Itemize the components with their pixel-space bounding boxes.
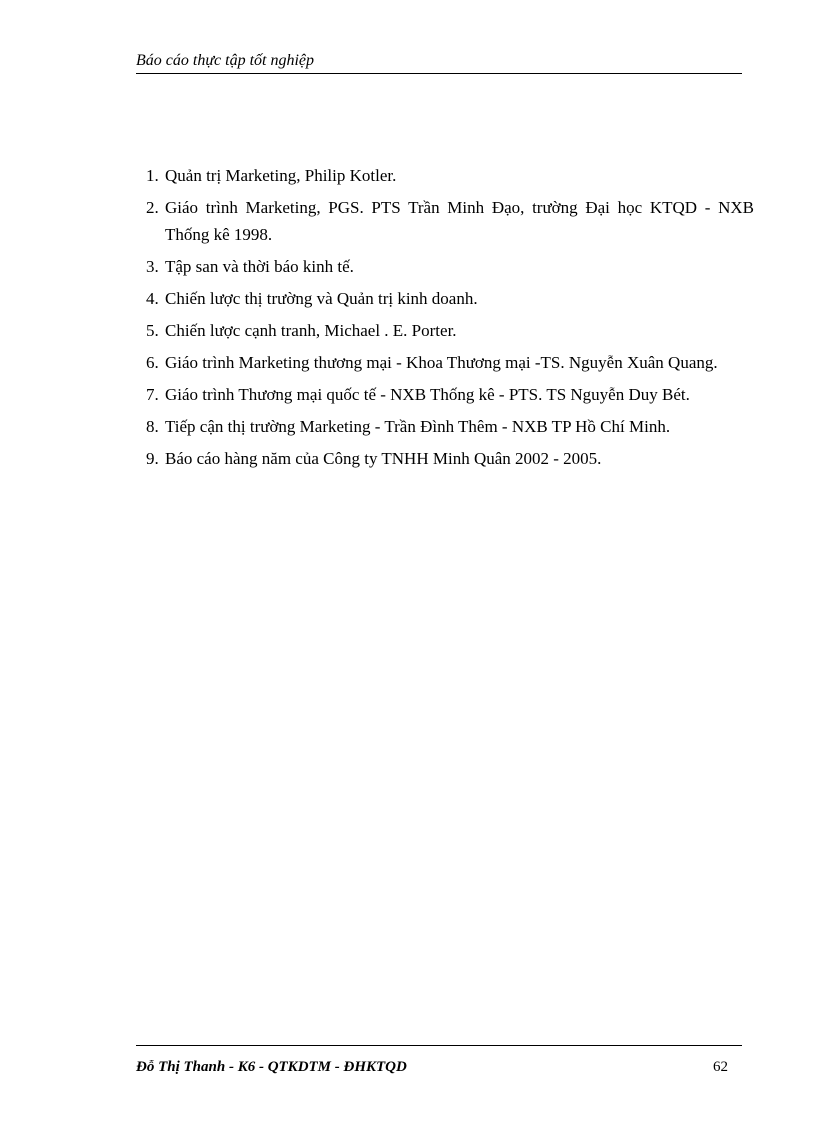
reference-text: Quản trị Marketing, Philip Kotler. xyxy=(165,166,397,185)
page-header xyxy=(136,50,742,74)
header-title: Báo cáo thực tập tốt nghiệp xyxy=(136,52,315,69)
reference-item xyxy=(146,318,754,345)
reference-text: Chiến lược thị trường và Quản trị kinh doanh. xyxy=(165,288,478,308)
reference-number: 4. xyxy=(146,288,159,308)
reference-text: Báo cáo hàng năm của Công ty TNHH Minh Quân 2002 - 2005. xyxy=(165,448,602,468)
reference-number: 9. xyxy=(146,448,159,468)
footer-author: Đỗ Thị Thanh - K6 - QTKDTM - ĐHKTQD xyxy=(136,1059,407,1075)
reference-text: Tập san và thời báo kinh tế. xyxy=(165,256,354,276)
reference-text: Giáo trình Thương mại quốc tế - NXB Thống kê - PTS. TS Nguyễn Duy Bét. xyxy=(165,384,690,404)
reference-text: Giáo trình Marketing thương mại - Khoa Thương mại -TS. Nguyễn Xuân Quang. xyxy=(165,352,718,372)
reference-text: Giáo trình Marketing, PGS. PTS Trần Minh Đạo, trường Đại học KTQD - NXB Thống kê 1998. xyxy=(165,198,754,244)
reference-item xyxy=(146,382,754,409)
page-number: 62 xyxy=(713,1059,728,1075)
reference-item xyxy=(146,414,754,441)
reference-text: Chiến lược cạnh tranh, Michael . E. Porter. xyxy=(165,320,457,340)
reference-item xyxy=(146,254,754,281)
reference-item xyxy=(146,350,754,377)
reference-number: 1. xyxy=(146,166,159,185)
page-footer xyxy=(136,1045,742,1075)
reference-item xyxy=(146,446,754,473)
reference-list xyxy=(146,163,754,478)
reference-number: 3. xyxy=(146,256,159,276)
reference-number: 2. xyxy=(146,198,159,217)
reference-text: Tiếp cận thị trường Marketing - Trần Đình Thêm - NXB TP Hồ Chí Minh. xyxy=(165,416,671,436)
reference-number: 6. xyxy=(146,352,159,372)
reference-item xyxy=(146,286,754,313)
reference-number: 5. xyxy=(146,320,159,340)
reference-number: 8. xyxy=(146,416,159,436)
reference-item xyxy=(146,195,754,248)
reference-number: 7. xyxy=(146,384,159,404)
reference-item xyxy=(146,163,754,190)
